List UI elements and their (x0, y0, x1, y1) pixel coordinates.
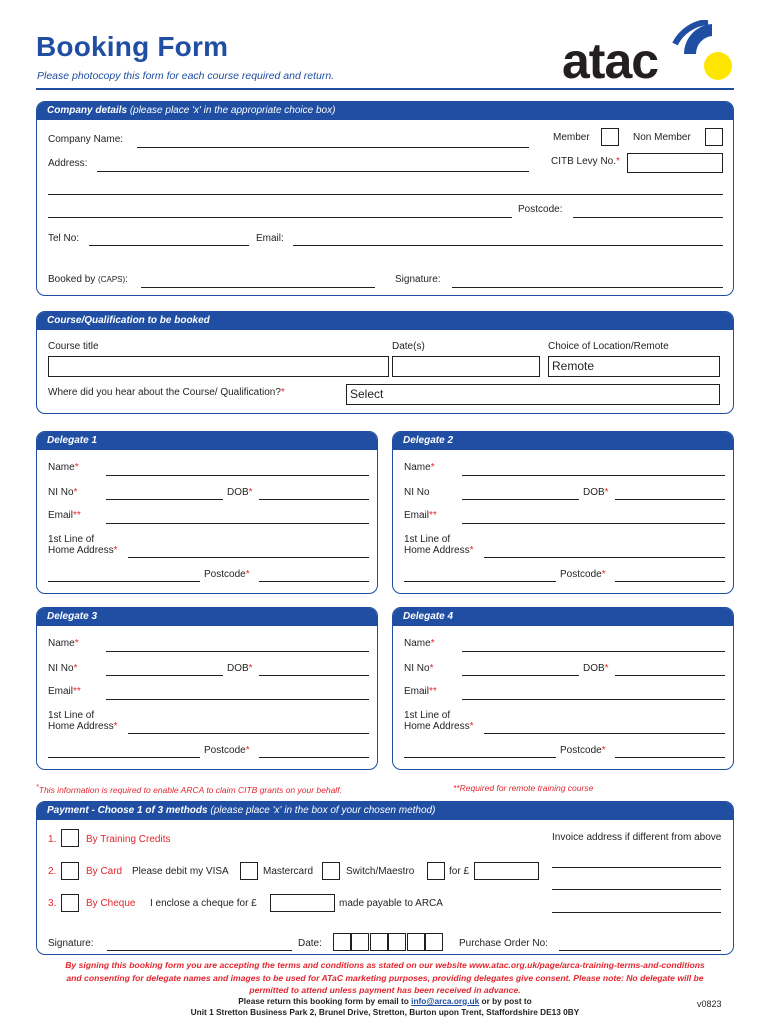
page-subtitle: Please photocopy this form for each course required and return. (37, 70, 335, 82)
invoice-address-field-3[interactable] (552, 912, 721, 913)
signature-label: Signature: (395, 274, 441, 285)
delegate-ni-field[interactable] (106, 499, 223, 500)
debit-visa-label: Please debit my VISA (132, 866, 229, 877)
company-name-field[interactable] (137, 147, 529, 148)
delegate-postcode-field[interactable] (615, 581, 725, 582)
hear-select-value: Select (350, 387, 384, 401)
payment-signature-label: Signature: (48, 938, 94, 949)
delegate-name-field[interactable] (462, 651, 725, 652)
hear-select[interactable] (346, 384, 720, 405)
card-amount-label: for £ (449, 866, 470, 877)
payment-section (36, 801, 734, 955)
course-header: Course/Qualification to be booked (37, 312, 733, 330)
delegate-ni-label: NI No (404, 487, 430, 498)
page-title: Booking Form (36, 31, 229, 62)
delegate-4-section (392, 607, 734, 770)
cheque-label: By Cheque (86, 898, 136, 909)
switch-maestro-label: Switch/Maestro (346, 866, 415, 877)
delegate-dob-field[interactable] (259, 675, 369, 676)
delegate-header: Delegate 1 (37, 432, 377, 450)
return-line-1: Please return this booking form by email to info@arca.org.uk or by post to (238, 996, 532, 1006)
delegate-dob-field[interactable] (615, 499, 725, 500)
delegate-dob-label: DOB* (227, 663, 253, 674)
address-field-2[interactable] (48, 194, 723, 195)
delegate-dob-label: DOB* (583, 487, 609, 498)
mastercard-checkbox[interactable] (322, 862, 340, 880)
logo-text: atac (562, 33, 659, 84)
return-email-link[interactable]: info@arca.org.uk (411, 996, 480, 1006)
delegate-ni-label: NI No* (404, 663, 434, 674)
delegate-email-field[interactable] (106, 699, 369, 700)
dates-label: Date(s) (392, 341, 425, 352)
delegate-address-field[interactable] (128, 557, 369, 558)
company-details-header: Company details (please place 'x' in the appropriate choice box) (37, 102, 733, 120)
delegate-postcode-label: Postcode* (204, 745, 250, 756)
location-select[interactable] (548, 356, 720, 377)
delegate-2-section (392, 431, 734, 594)
course-title-input[interactable] (48, 356, 389, 377)
delegate-address-field-2[interactable] (48, 581, 200, 582)
email-label: Email: (256, 233, 284, 244)
address-label: Address: (48, 158, 88, 169)
card-label: By Card (86, 866, 123, 877)
email-field[interactable] (293, 245, 723, 246)
invoice-address-label: Invoice address if different from above (552, 832, 722, 843)
delegate-header: Delegate 2 (393, 432, 733, 450)
dates-input[interactable] (392, 356, 540, 377)
course-section (36, 311, 734, 414)
cheque-amount-input[interactable] (270, 894, 335, 912)
purchase-order-field[interactable] (559, 950, 721, 951)
delegate-address-label: 1st Line of Home Address* (404, 710, 474, 732)
terms-text: By signing this booking form you are accepting the terms and conditions as stated on our website www.atac.org.uk/page/arca-training-terms-and-conditions and consenting for delegate names and images to be used for ATaC marketing purposes, providing delegates give consent. Please note: No delegate will be permitted to attend unless payment has been received in advance. (65, 960, 705, 995)
date-digit-box[interactable] (425, 933, 443, 951)
header-divider (36, 88, 734, 90)
company-name-label: Company Name: (48, 134, 124, 145)
invoice-address-field-1[interactable] (552, 867, 721, 868)
training-credits-checkbox[interactable] (61, 829, 79, 847)
delegate-name-label: Name* (404, 462, 435, 473)
date-digit-box[interactable] (351, 933, 369, 951)
booked-by-field[interactable] (141, 287, 375, 288)
delegate-postcode-label: Postcode* (560, 745, 606, 756)
delegate-ni-field[interactable] (462, 675, 579, 676)
booked-by-label: Booked by (CAPS): (48, 274, 128, 285)
non-member-checkbox[interactable] (705, 128, 723, 146)
date-digit-box[interactable] (407, 933, 425, 951)
member-label: Member (553, 132, 590, 143)
delegate-name-field[interactable] (462, 475, 725, 476)
payment-option-3-number: 3. (48, 898, 57, 909)
course-title-label: Course title (48, 341, 99, 352)
delegate-header: Delegate 4 (393, 608, 733, 626)
return-address: Unit 1 Stretton Business Park 2, Brunel Drive, Stretton, Burton upon Trent, Staffordshire DE13 0BY (190, 1007, 580, 1017)
delegate-address-label: 1st Line of Home Address* (48, 710, 118, 732)
delegate-dob-label: DOB* (583, 663, 609, 674)
invoice-address-field-2[interactable] (552, 889, 721, 890)
payable-label: made payable to ARCA (339, 898, 443, 909)
card-checkbox[interactable] (61, 862, 79, 880)
delegate-address-label: 1st Line of Home Address* (404, 534, 474, 556)
delegate-name-label: Name* (404, 638, 435, 649)
date-digit-box[interactable] (370, 933, 388, 951)
training-credits-label: By Training Credits (86, 834, 171, 845)
delegate-header: Delegate 3 (37, 608, 377, 626)
citb-levy-label: CITB Levy No.* (551, 156, 620, 167)
atac-logo (562, 20, 734, 84)
location-select-value: Remote (552, 359, 595, 373)
delegate-name-label: Name* (48, 462, 79, 473)
payment-header: Payment - Choose 1 of 3 methods (please place 'x' in the box of your chosen method) (37, 802, 733, 820)
delegate-postcode-field[interactable] (259, 581, 369, 582)
delegate-name-field[interactable] (106, 651, 369, 652)
tel-field[interactable] (89, 245, 249, 246)
mastercard-label: Mastercard (263, 866, 314, 877)
footnote-remote: **Required for remote training course (453, 783, 594, 793)
delegate-name-field[interactable] (106, 475, 369, 476)
delegate-address-field-2[interactable] (48, 757, 200, 758)
delegate-ni-field[interactable] (462, 499, 579, 500)
delegate-dob-label: DOB* (227, 487, 253, 498)
delegate-postcode-field[interactable] (615, 757, 725, 758)
delegate-dob-field[interactable] (615, 675, 725, 676)
delegate-1-section (36, 431, 378, 594)
delegate-address-field-2[interactable] (404, 581, 556, 582)
enclose-cheque-label: I enclose a cheque for £ (150, 898, 257, 909)
payment-option-1-number: 1. (48, 834, 57, 845)
delegate-address-field[interactable] (484, 733, 725, 734)
address-field-1[interactable] (97, 171, 529, 172)
delegate-email-label: Email** (48, 510, 81, 521)
delegate-dob-field[interactable] (259, 499, 369, 500)
delegate-postcode-label: Postcode* (204, 569, 250, 580)
delegate-email-field[interactable] (462, 523, 725, 524)
delegate-email-label: Email** (48, 686, 81, 697)
date-digit-box[interactable] (388, 933, 406, 951)
hear-label: Where did you hear about the Course/ Qualification?* (48, 387, 285, 398)
tel-label: Tel No: (48, 233, 80, 244)
footnote-star: *This information is required to enable ARCA to claim CITB grants on your behalf. (36, 783, 342, 795)
company-details-section (36, 101, 734, 296)
member-checkbox[interactable] (601, 128, 619, 146)
visa-checkbox[interactable] (240, 862, 258, 880)
cheque-checkbox[interactable] (61, 894, 79, 912)
postcode-field[interactable] (573, 217, 723, 218)
location-label: Choice of Location/Remote (548, 341, 669, 352)
card-amount-input[interactable] (474, 862, 539, 880)
switch-maestro-checkbox[interactable] (427, 862, 445, 880)
delegate-address-label: 1st Line of Home Address* (48, 534, 118, 556)
delegate-address-field-2[interactable] (404, 757, 556, 758)
date-digit-box[interactable] (333, 933, 351, 951)
version-label: v0823 (697, 999, 722, 1009)
delegate-address-field[interactable] (484, 557, 725, 558)
delegate-3-section (36, 607, 378, 770)
delegate-ni-label: NI No* (48, 663, 78, 674)
citb-levy-input[interactable] (627, 153, 723, 173)
signature-field[interactable] (452, 287, 723, 288)
delegate-name-label: Name* (48, 638, 79, 649)
delegate-ni-field[interactable] (106, 675, 223, 676)
payment-option-2-number: 2. (48, 866, 57, 877)
delegate-email-label: Email** (404, 686, 437, 697)
payment-signature-field[interactable] (107, 950, 292, 951)
delegate-ni-label: NI No* (48, 487, 78, 498)
address-field-3[interactable] (48, 217, 512, 218)
delegate-postcode-field[interactable] (259, 757, 369, 758)
delegate-email-field[interactable] (106, 523, 369, 524)
delegate-email-label: Email** (404, 510, 437, 521)
delegate-email-field[interactable] (462, 699, 725, 700)
postcode-label: Postcode: (518, 204, 563, 215)
delegate-address-field[interactable] (128, 733, 369, 734)
purchase-order-label: Purchase Order No: (459, 938, 548, 949)
delegate-postcode-label: Postcode* (560, 569, 606, 580)
payment-date-label: Date: (298, 938, 322, 949)
non-member-label: Non Member (633, 132, 691, 143)
